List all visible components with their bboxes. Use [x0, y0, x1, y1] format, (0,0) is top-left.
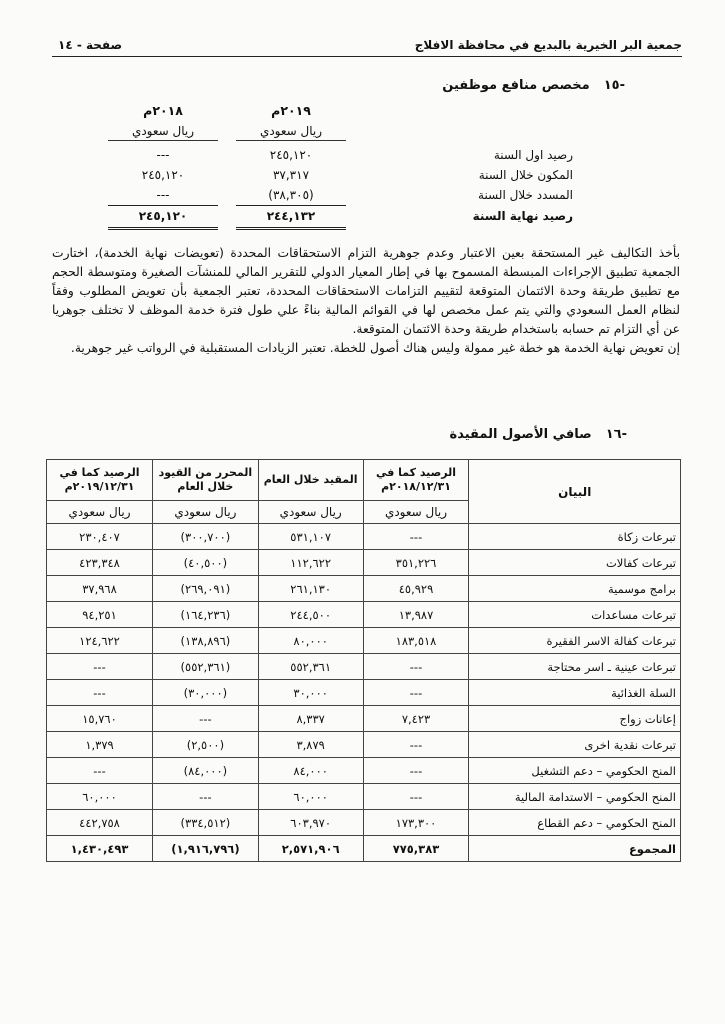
- organization-name: جمعية البر الخيرية بالبديع في محافظة الافلاج: [414, 38, 682, 52]
- table-row: [47, 758, 681, 784]
- value-2018: ---: [156, 148, 170, 162]
- table-row: [47, 784, 681, 810]
- currency-cell: ريال سعودي: [153, 501, 259, 524]
- table-row: [47, 524, 681, 550]
- table-row: [47, 576, 681, 602]
- header-description: البيان: [469, 460, 681, 524]
- currency-2019: ريال سعودي: [236, 124, 346, 141]
- row-label: المكون خلال السنة: [478, 168, 573, 182]
- row-released: (٢٦٩,٠٩١): [153, 576, 259, 602]
- row-restricted: ٣٠,٠٠٠: [258, 680, 363, 706]
- row-label: المسدد خلال السنة: [478, 188, 573, 202]
- value-2018: ٢٤٥,١٢٠: [141, 168, 185, 182]
- subtotal-line: [236, 205, 346, 206]
- table-row: [47, 602, 681, 628]
- row-released: (٣٠,٠٠٠): [153, 680, 259, 706]
- row-opening: ---: [363, 654, 469, 680]
- row-restricted: ٣,٨٧٩: [258, 732, 363, 758]
- row-released: ---: [153, 784, 259, 810]
- row-closing: ---: [47, 654, 153, 680]
- table-row: [47, 706, 681, 732]
- row-description: تبرعات كفالات: [469, 550, 681, 576]
- row-label-total: رصيد نهاية السنة: [472, 209, 573, 223]
- row-closing: ١٢٤,٦٢٢: [47, 628, 153, 654]
- row-released: (٨٤,٠٠٠): [153, 758, 259, 784]
- section-number: -١٥: [603, 78, 625, 93]
- table-row: [47, 550, 681, 576]
- row-closing: ٤٢٣,٣٤٨: [47, 550, 153, 576]
- row-description: السلة الغذائية: [469, 680, 681, 706]
- restricted-assets-table: [46, 459, 681, 862]
- row-released: (٢,٥٠٠): [153, 732, 259, 758]
- row-opening: ١٨٣,٥١٨: [363, 628, 469, 654]
- table-row: [47, 680, 681, 706]
- total-opening: ٧٧٥,٣٨٣: [363, 836, 469, 862]
- row-description: تبرعات كفالة الاسر الفقيرة: [469, 628, 681, 654]
- row-restricted: ١١٢,٦٢٢: [258, 550, 363, 576]
- header-released: المحرر من القيود خلال العام: [153, 460, 259, 501]
- row-closing: ٩٤,٢٥١: [47, 602, 153, 628]
- value-2019-total: ٢٤٤,١٣٢: [266, 209, 316, 223]
- currency-2018: ريال سعودي: [108, 124, 218, 141]
- row-opening: ---: [363, 784, 469, 810]
- section-title: صافي الأصول المقيدة: [449, 427, 592, 442]
- table-row: [47, 810, 681, 836]
- section-15-title: [442, 78, 625, 93]
- row-released: (١٣٨,٨٩٦): [153, 628, 259, 654]
- row-released: ---: [153, 706, 259, 732]
- row-restricted: ٥٥٢,٣٦١: [258, 654, 363, 680]
- page-number: صفحة - ١٤: [58, 38, 123, 52]
- row-opening: ١٣,٩٨٧: [363, 602, 469, 628]
- currency-cell: ريال سعودي: [363, 501, 469, 524]
- value-2019: (٣٨,٣٠٥): [268, 188, 314, 202]
- row-description: تبرعات نقدية اخرى: [469, 732, 681, 758]
- row-description: تبرعات عينية ـ اسر محتاجة: [469, 654, 681, 680]
- currency-cell: ريال سعودي: [258, 501, 363, 524]
- row-opening: ٤٥,٩٢٩: [363, 576, 469, 602]
- policy-paragraph: [52, 244, 680, 358]
- year-2018-heading: ٢٠١٨م: [143, 103, 183, 118]
- row-released: (٤٠,٥٠٠): [153, 550, 259, 576]
- total-closing: ١,٤٣٠,٤٩٣: [47, 836, 153, 862]
- row-closing: ---: [47, 758, 153, 784]
- value-2019: ٢٤٥,١٢٠: [269, 148, 313, 162]
- row-closing: ١٥,٧٦٠: [47, 706, 153, 732]
- row-released: (٣٠٠,٧٠٠): [153, 524, 259, 550]
- section-title: مخصص منافع موظفين: [442, 78, 590, 93]
- section-number: -١٦: [605, 427, 627, 442]
- table-header-row: [47, 460, 681, 501]
- page-header: [52, 34, 682, 57]
- table-row: [47, 654, 681, 680]
- row-released: (٣٣٤,٥١٢): [153, 810, 259, 836]
- row-label: رصيد اول السنة: [493, 148, 573, 162]
- value-2019: ٣٧,٣١٧: [272, 168, 310, 182]
- paragraph-1: بأخذ التكاليف غير المستحقة بعين الاعتبار وعدم جوهرية التزام الاستحقاقات المحددة (تعويضات نهاية الخدمة)، اختارت الجمعية تطبيق الإجراءات المبسطة المسموح بها في إطار المعيار الدولي للتقرير المالي للمنشآت الصغيرة ومتوسطة الحجم مع تطبيق طريقة وحدة الائتمان المتوقعة لتقييم التزامات الاستحقاقات المحددة، تعتبر الجمعية بأن تعويض المطلوب وفقاً لنظام العمل السعودي والتي يتم عمل مخصص لها في القوائم المالية بناءً علي طول فترة خدمة الموظف لا تختلف جوهريا عن أي التزام تم حسابه باستخدام طريقة وحدة الائتمان المتوقعة.: [52, 246, 680, 336]
- header-restricted: المقيد خلال العام: [258, 460, 363, 501]
- section-16-title: [450, 427, 627, 442]
- row-description: المنح الحكومي – دعم التشغيل: [469, 758, 681, 784]
- header-opening: الرصيد كما في ٢٠١٨/١٢/٣١م: [363, 460, 469, 501]
- row-released: (١٦٤,٢٣٦): [153, 602, 259, 628]
- row-description: تبرعات زكاة: [469, 524, 681, 550]
- total-double-line: [108, 227, 218, 230]
- table-body: [47, 524, 681, 836]
- total-restricted: ٢,٥٧١,٩٠٦: [258, 836, 363, 862]
- row-description: تبرعات مساعدات: [469, 602, 681, 628]
- value-2018: ---: [156, 188, 170, 202]
- total-double-line: [236, 227, 346, 230]
- row-opening: ٧,٤٢٣: [363, 706, 469, 732]
- row-restricted: ٥٣١,١٠٧: [258, 524, 363, 550]
- row-description: إعانات زواج: [469, 706, 681, 732]
- row-closing: ٣٧,٩٦٨: [47, 576, 153, 602]
- row-closing: ٤٤٢,٧٥٨: [47, 810, 153, 836]
- row-description: المنح الحكومي – دعم القطاع: [469, 810, 681, 836]
- row-restricted: ٢٦١,١٣٠: [258, 576, 363, 602]
- row-closing: ٢٣٠,٤٠٧: [47, 524, 153, 550]
- row-restricted: ٢٤٤,٥٠٠: [258, 602, 363, 628]
- value-2018-total: ٢٤٥,١٢٠: [138, 209, 188, 223]
- row-opening: ٣٥١,٢٢٦: [363, 550, 469, 576]
- currency-cell: ريال سعودي: [47, 501, 153, 524]
- header-closing: الرصيد كما في ٢٠١٩/١٢/٣١م: [47, 460, 153, 501]
- subtotal-line: [108, 205, 218, 206]
- table-row: [47, 732, 681, 758]
- paragraph-2: إن تعويض نهاية الخدمة هو خطة غير ممولة وليس هناك أصول للخطة. تعتبر الزيادات المستقبلية في الرواتب غير جوهرية.: [70, 341, 680, 355]
- row-description: برامج موسمية: [469, 576, 681, 602]
- row-restricted: ٦٠٣,٩٧٠: [258, 810, 363, 836]
- row-closing: ٦٠,٠٠٠: [47, 784, 153, 810]
- total-label: المجموع: [469, 836, 681, 862]
- total-released: (١,٩١٦,٧٩٦): [153, 836, 259, 862]
- row-opening: ---: [363, 524, 469, 550]
- row-opening: ---: [363, 732, 469, 758]
- row-restricted: ٨٠,٠٠٠: [258, 628, 363, 654]
- row-restricted: ٨٤,٠٠٠: [258, 758, 363, 784]
- row-released: (٥٥٢,٣٦١): [153, 654, 259, 680]
- row-closing: ١,٣٧٩: [47, 732, 153, 758]
- row-opening: ---: [363, 758, 469, 784]
- row-opening: ---: [363, 680, 469, 706]
- year-2019-heading: ٢٠١٩م: [271, 103, 311, 118]
- row-closing: ---: [47, 680, 153, 706]
- row-description: المنح الحكومي – الاستدامة المالية: [469, 784, 681, 810]
- row-restricted: ٦٠,٠٠٠: [258, 784, 363, 810]
- table-total-row: [47, 836, 681, 862]
- table-row: [47, 628, 681, 654]
- row-restricted: ٨,٣٣٧: [258, 706, 363, 732]
- row-opening: ١٧٣,٣٠٠: [363, 810, 469, 836]
